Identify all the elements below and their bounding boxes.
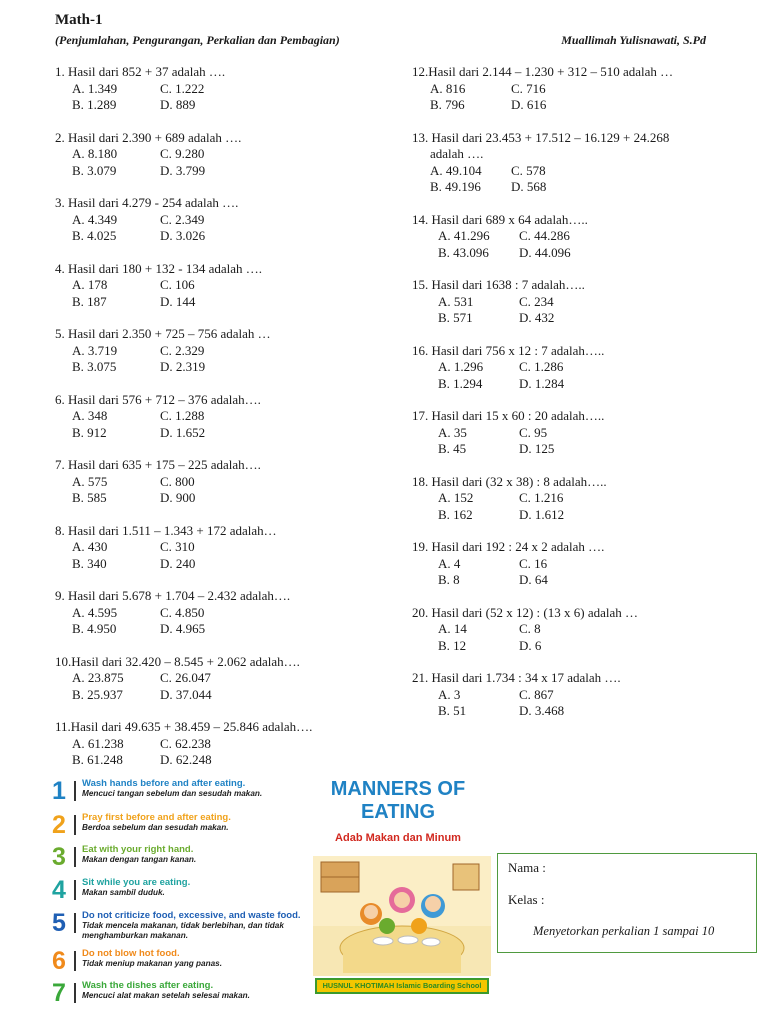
option-b: B. 585 — [72, 490, 107, 505]
question-item — [55, 64, 385, 114]
rule-english: Pray first before and after eating. — [82, 812, 231, 823]
option-b: B. 3.075 — [72, 359, 117, 374]
option-b: B. 912 — [72, 424, 107, 440]
task-note: Menyetorkan perkalian 1 sampai 10 — [533, 924, 715, 938]
option-d: D. 62.248 — [160, 752, 212, 767]
option-d: D. 889 — [160, 97, 196, 112]
question-text: 20. Hasil dari (52 x 12) : (13 x 6) adalah … — [412, 604, 639, 620]
author-name: Muallimah Yulisnawati, S.Pd — [561, 33, 706, 47]
option-d: D. 900 — [160, 490, 196, 505]
option-c: C. 578 — [511, 162, 546, 178]
question-text: 3. Hasil dari 4.279 - 254 adalah …. — [55, 195, 239, 210]
question-text: 7. Hasil dari 635 + 175 – 225 adalah…. — [55, 457, 261, 472]
option-a: A. 430 — [72, 539, 108, 554]
question-text: 4. Hasil dari 180 + 132 - 134 adalah …. — [55, 260, 262, 276]
option-a: A. 23.875 — [72, 670, 124, 685]
question-item — [412, 670, 742, 720]
option-b: B. 4.950 — [72, 621, 117, 636]
question-text: 17. Hasil dari 15 x 60 : 20 adalah….. — [412, 408, 605, 423]
poster-subtitle: Adab Makan dan Minum — [335, 832, 461, 844]
question-text: 16. Hasil dari 756 x 12 : 7 adalah….. — [412, 342, 605, 358]
option-a: A. 816 — [430, 80, 466, 96]
rule-divider — [74, 880, 76, 900]
option-c: C. 310 — [160, 539, 195, 554]
option-d: D. 1.652 — [160, 424, 206, 440]
worksheet-subtitle: (Penjumlahan, Pengurangan, Perkalian dan Pembagian) — [55, 33, 340, 47]
rule-divider — [74, 951, 76, 971]
option-b: B. 45 — [438, 441, 467, 456]
question-text: 11.Hasil dari 49.635 + 38.459 – 25.846 adalah…. — [55, 719, 313, 734]
questions-left-column — [55, 64, 385, 785]
manner-rule — [48, 980, 250, 1006]
question-item — [55, 523, 385, 573]
question-text: 2. Hasil dari 2.390 + 689 adalah …. — [55, 129, 242, 145]
option-c: C. 8 — [519, 621, 541, 636]
option-d: D. 37.044 — [160, 686, 212, 702]
option-b: B. 49.196 — [430, 179, 481, 194]
option-c: C. 16 — [519, 555, 548, 571]
option-d: D. 432 — [519, 310, 555, 325]
rule-divider — [74, 815, 76, 835]
option-d: D. 1.284 — [519, 375, 565, 391]
question-item — [55, 261, 385, 311]
rule-number: 5 — [52, 909, 66, 937]
option-b: B. 12 — [438, 637, 467, 653]
rule-indonesian: Tidak meniup makanan yang panas. — [82, 959, 222, 968]
rule-indonesian: Makan sambil duduk. — [82, 888, 165, 897]
question-text: 18. Hasil dari (32 x 38) : 8 adalah….. — [412, 473, 607, 489]
option-c: C. 234 — [519, 293, 554, 309]
option-b: B. 8 — [438, 572, 460, 587]
manner-rule — [48, 877, 190, 903]
question-item — [412, 474, 742, 524]
question-item — [412, 64, 742, 114]
rule-indonesian: Berdoa sebelum dan sesudah makan. — [82, 823, 229, 832]
option-a: A. 35 — [438, 424, 467, 440]
option-b: B. 43.096 — [438, 244, 489, 260]
option-b: B. 1.294 — [438, 375, 483, 391]
option-a: A. 178 — [72, 277, 108, 292]
option-b: B. 51 — [438, 703, 467, 718]
option-a: A. 152 — [438, 490, 474, 505]
option-b: B. 340 — [72, 555, 107, 571]
option-c: C. 9.280 — [160, 146, 205, 161]
rule-english: Do not criticize food, excessive, and waste food. — [82, 910, 301, 921]
rule-divider — [74, 847, 76, 867]
option-d: D. 240 — [160, 555, 196, 571]
question-item — [412, 539, 742, 589]
question-item — [55, 130, 385, 180]
manner-rule — [48, 948, 222, 974]
option-b: B. 61.248 — [72, 752, 123, 767]
question-item — [55, 195, 385, 245]
option-b: B. 796 — [430, 97, 465, 112]
option-d: D. 3.026 — [160, 228, 206, 243]
option-a: A. 8.180 — [72, 146, 118, 161]
question-item — [412, 130, 742, 196]
rule-indonesian: Makan dengan tangan kanan. — [82, 855, 197, 864]
option-a: A. 4.595 — [72, 604, 118, 620]
option-b: B. 4.025 — [72, 228, 117, 243]
rule-number: 6 — [52, 947, 66, 975]
option-a: A. 41.296 — [438, 228, 490, 243]
manner-rule — [48, 812, 231, 838]
rule-number: 1 — [52, 777, 66, 805]
option-a: A. 575 — [72, 473, 108, 489]
option-a: A. 61.238 — [72, 735, 124, 751]
rule-english: Wash the dishes after eating. — [82, 980, 214, 991]
option-d: D. 3.799 — [160, 162, 206, 178]
option-a: A. 14 — [438, 621, 467, 636]
class-label: Kelas : — [508, 892, 545, 907]
question-item — [55, 719, 385, 769]
question-item — [412, 277, 742, 327]
poster-title — [323, 778, 473, 824]
option-c: C. 2.329 — [160, 342, 205, 358]
question-item — [55, 326, 385, 376]
option-d: D. 144 — [160, 293, 196, 309]
option-d: D. 44.096 — [519, 244, 571, 260]
option-c: C. 44.286 — [519, 228, 570, 243]
option-d: D. 568 — [511, 179, 547, 194]
rule-number: 3 — [52, 843, 66, 871]
question-text: 19. Hasil dari 192 : 24 x 2 adalah …. — [412, 539, 605, 554]
question-text: 14. Hasil dari 689 x 64 adalah….. — [412, 211, 588, 227]
question-item — [412, 408, 742, 458]
rule-english: Sit while you are eating. — [82, 877, 191, 888]
option-c: C. 1.216 — [519, 490, 564, 505]
option-c: C. 716 — [511, 80, 546, 96]
option-b: B. 3.079 — [72, 162, 117, 178]
option-c: C. 2.349 — [160, 211, 205, 227]
option-a: A. 1.296 — [438, 359, 484, 374]
question-item — [55, 654, 385, 704]
poster-footer-banner: HUSNUL KHOTIMAH Islamic Boarding School — [315, 978, 489, 994]
rule-divider — [74, 781, 76, 801]
question-text: 21. Hasil dari 1.734 : 34 x 17 adalah …. — [412, 670, 621, 685]
question-item — [55, 392, 385, 442]
option-c: C. 62.238 — [160, 735, 211, 751]
rule-divider — [74, 913, 76, 933]
question-text: 12.Hasil dari 2.144 – 1.230 + 312 – 510 adalah … — [412, 64, 674, 79]
question-text: 15. Hasil dari 1638 : 7 adalah….. — [412, 277, 585, 292]
option-c: C. 26.047 — [160, 670, 211, 685]
option-b: B. 25.937 — [72, 686, 123, 702]
option-c: C. 95 — [519, 424, 548, 440]
rule-english: Wash hands before and after eating. — [82, 778, 246, 789]
poster-title-line1: MANNERS OF — [330, 778, 466, 800]
question-item — [55, 588, 385, 638]
question-item — [412, 343, 742, 393]
question-text: 10.Hasil dari 32.420 – 8.545 + 2.062 adalah…. — [55, 653, 300, 669]
question-text: 5. Hasil dari 2.350 + 725 – 756 adalah … — [55, 326, 271, 341]
option-c: C. 1.286 — [519, 359, 564, 374]
questions-right-column — [412, 64, 742, 736]
manner-rule — [48, 910, 301, 941]
option-d: D. 616 — [511, 97, 547, 112]
poster-title-line2: EATING — [360, 801, 436, 823]
rule-number: 2 — [52, 811, 66, 839]
option-d: D. 4.965 — [160, 621, 206, 636]
option-c: C. 867 — [519, 686, 554, 702]
worksheet-title: Math-1 — [55, 12, 103, 28]
rule-indonesian-cont: menghamburkan makanan. — [82, 931, 189, 940]
question-item — [412, 212, 742, 262]
student-info-box — [497, 853, 757, 953]
question-item — [412, 605, 742, 655]
manner-rule — [48, 844, 196, 870]
option-a: A. 3.719 — [72, 342, 118, 358]
question-text: 8. Hasil dari 1.511 – 1.343 + 172 adalah… — [55, 522, 277, 538]
manners-of-eating-poster — [48, 772, 493, 1006]
option-d: D. 64 — [519, 572, 548, 587]
option-c: C. 106 — [160, 277, 195, 292]
question-text: 1. Hasil dari 852 + 37 adalah …. — [55, 64, 226, 79]
rule-indonesian: Tidak mencela makanan, tidak berlebihan, dan tidak — [82, 921, 284, 930]
option-d: D. 2.319 — [160, 359, 206, 374]
option-b: B. 162 — [438, 506, 473, 522]
question-text: 13. Hasil dari 23.453 + 17.512 – 16.129 + 24.268 — [412, 129, 670, 145]
rule-number: 4 — [52, 876, 66, 904]
option-a: A. 49.104 — [430, 162, 482, 178]
option-b: B. 571 — [438, 310, 473, 325]
rule-indonesian: Mencuci alat makan setelah selesai makan. — [82, 991, 250, 1000]
rule-english: Do not blow hot food. — [82, 948, 180, 959]
option-d: D. 1.612 — [519, 506, 565, 522]
option-b: B. 187 — [72, 293, 107, 309]
option-a: A. 4 — [438, 555, 461, 571]
manner-rule — [48, 778, 262, 804]
option-a: A. 4.349 — [72, 211, 118, 227]
option-b: B. 1.289 — [72, 97, 117, 112]
option-a: A. 3 — [438, 686, 461, 702]
question-text-cont: adalah …. — [430, 146, 484, 161]
question-item — [55, 457, 385, 507]
rule-english: Eat with your right hand. — [82, 844, 194, 855]
option-a: A. 1.349 — [72, 80, 118, 96]
option-d: D. 3.468 — [519, 703, 565, 718]
option-d: D. 6 — [519, 637, 542, 653]
option-c: C. 1.288 — [160, 408, 205, 423]
question-text: 9. Hasil dari 5.678 + 1.704 – 2.432 adalah…. — [55, 588, 291, 603]
option-a: A. 531 — [438, 293, 474, 309]
option-c: C. 4.850 — [160, 604, 205, 620]
name-label: Nama : — [508, 860, 546, 875]
option-c: C. 800 — [160, 473, 195, 489]
rule-indonesian: Mencuci tangan sebelum dan sesudah makan. — [82, 789, 263, 798]
option-a: A. 348 — [72, 408, 108, 423]
option-c: C. 1.222 — [160, 80, 205, 96]
family-eating-illustration — [313, 856, 491, 976]
rule-divider — [74, 983, 76, 1003]
option-d: D. 125 — [519, 441, 555, 456]
rule-number: 7 — [52, 979, 66, 1007]
question-text: 6. Hasil dari 576 + 712 – 376 adalah…. — [55, 391, 261, 407]
